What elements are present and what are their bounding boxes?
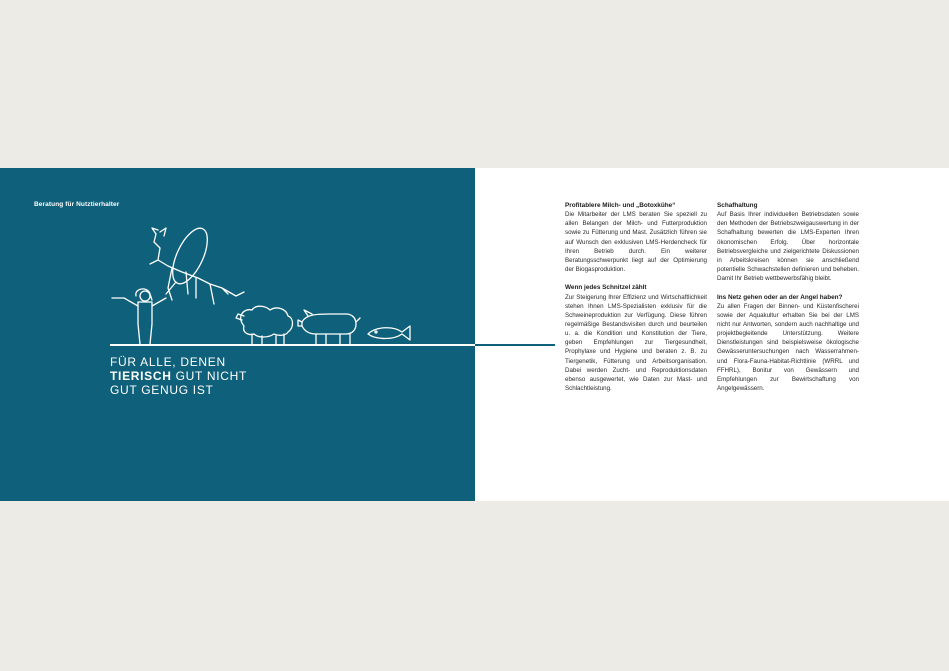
section-body: Zu allen Fragen der Binnen- und Küstenfischerei sowie der Aquakultur erhalten Sie bei der LMS nicht nur Antworten, sondern auch nachhaltige und projektbegleitende Unterstützung. Weitere Dienstleistungen sind beispielsweise ökologische Gewässeruntersuchungen nach Wasserrahmen- und Flora-Fauna-Habitat-Richtlinie (WRRL und FFHRL), Bonitur von Gewässern und Empfehlungen zur Bewirtschaftung von Angelgewässern. xyxy=(717,302,859,393)
headline-line-2-rest: GUT NICHT xyxy=(171,369,248,383)
livestock-illustration xyxy=(0,168,475,501)
farmer-icon xyxy=(112,289,166,344)
sheep-icon xyxy=(236,306,293,344)
pig-icon xyxy=(298,310,360,344)
ground-line-continuation xyxy=(475,344,555,346)
headline-line-1: FÜR ALLE, DENEN xyxy=(110,355,226,369)
section-heading: Schafhaltung xyxy=(717,202,758,209)
text-column-2 xyxy=(717,201,859,402)
headline-line-3: GUT GENUG IST xyxy=(110,383,214,397)
section-heading: Wenn jedes Schnitzel zählt xyxy=(565,284,647,292)
section-heading: Ins Netz gehen oder an der Angel haben? xyxy=(717,293,843,301)
right-page xyxy=(475,168,949,501)
headline-line-2 xyxy=(110,369,247,383)
section-body: Die Mitarbeiter der LMS beraten Sie speziell zu allen Belangen der Milch- und Futterproduktion sowie zu Fütterung und Mast. Zusätzlich führen sie auf Wunsch den exklusiven LMS-Herdencheck für Ihren Betrieb durch. Ein weiterer Beratungsschwerpunkt liegt auf der Optimierung der Biogasproduktion. xyxy=(565,211,707,274)
cow-icon xyxy=(150,228,244,304)
section-body: Zur Steigerung Ihrer Effizienz und Wirtschaftlichkeit stehen Ihnen LMS-Spezialisten exklusiv für die Schweineproduktion zur Verfügung. Diese führen regelmäßige Bestandsvisiten durch und beurteilen u. a. die Kondition und Konstitution der Tiere, geben Empfehlungen zur Tiergesundheit, Prophylaxe und Hygiene und beraten z. B. zu Tiergenetik, Fütterung und Arbeitsorganisation. Dabei werden Zucht- und Reproduktionsdaten ebenso ausgewertet, wie Daten zur Mast- und Schlachtleistung. xyxy=(565,293,707,393)
ground-line xyxy=(110,344,475,346)
lasso-icon xyxy=(166,223,215,294)
headline-bold-word: TIERISCH xyxy=(110,369,172,383)
section-heading: Profitablere Milch- und „Botoxkühe“ xyxy=(565,202,676,209)
section-body: Auf Basis Ihrer individuellen Betriebsdaten sowie den Methoden der Betriebszweigauswertung in der Schafhaltung bewerten die LMS-Experten Ihren ökonomischen Erfolg. Über horizontale Betriebsvergleiche und zielgerichtete Diskussionen in Arbeitskreisen können sie anschließend potentielle Schwachstellen definieren und beheben. Damit Ihr Betrieb wettbewerbsfähig bleibt. xyxy=(717,211,859,283)
fish-icon xyxy=(368,326,410,340)
brochure-spread xyxy=(0,168,949,501)
section-label: Beratung für Nutztierhalter xyxy=(34,201,120,208)
headline xyxy=(110,355,247,397)
text-column-1 xyxy=(565,201,707,402)
left-page xyxy=(0,168,475,501)
